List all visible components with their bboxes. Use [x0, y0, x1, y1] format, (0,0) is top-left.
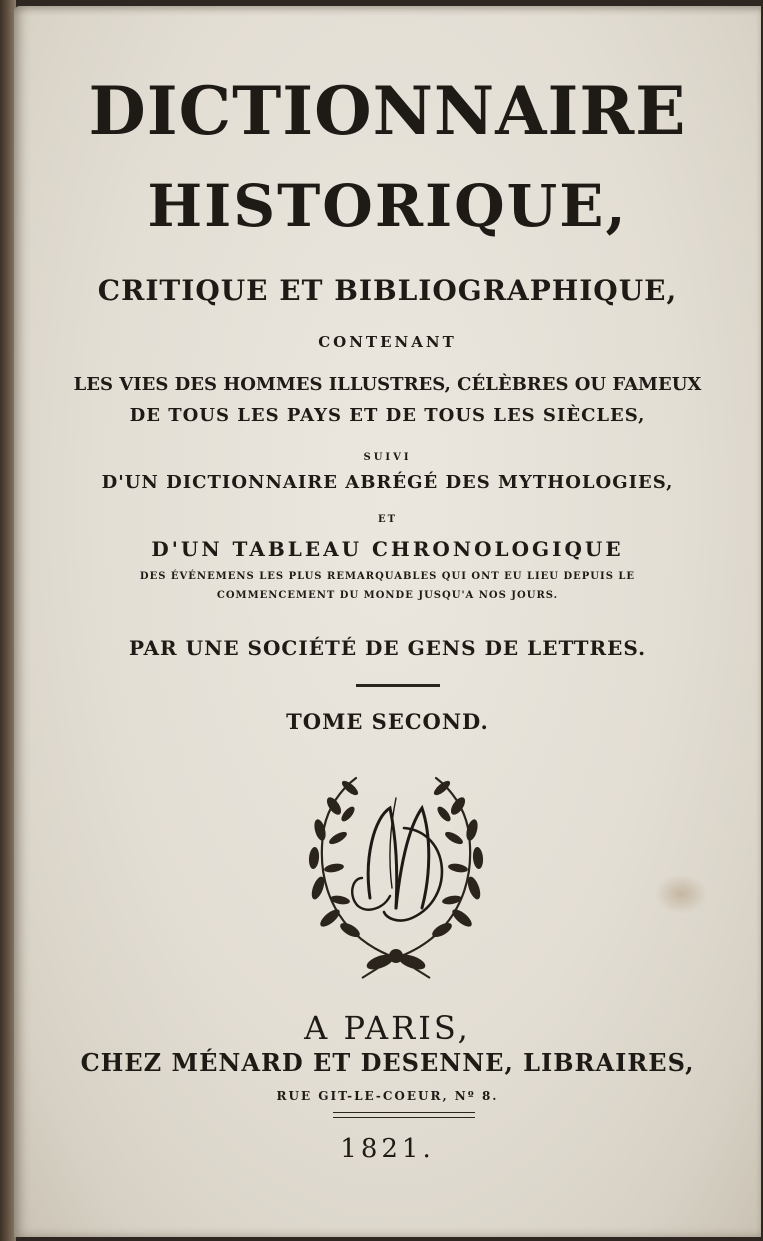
contents-line-2: DE TOUS LES PAYS ET DE TOUS LES SIÈCLES,: [129, 405, 646, 426]
monogram-wreath-icon: [300, 768, 492, 980]
subtitle: CRITIQUE ET BIBLIOGRAPHIQUE,: [97, 274, 678, 307]
volume-label: TOME SECOND.: [286, 709, 489, 734]
mythologies-line: D'UN DICTIONNAIRE ABRÉGÉ DES MYTHOLOGIES,: [101, 472, 674, 493]
publisher-line: CHEZ MÉNARD ET DESENNE, LIBRAIRES,: [80, 1048, 695, 1077]
authors-line: PAR UNE SOCIÉTÉ DE GENS DE LETTRES.: [128, 636, 647, 660]
separator-rule: [356, 684, 440, 687]
events-line-2: COMMENCEMENT DU MONDE JUSQU'A NOS JOURS.: [216, 590, 559, 601]
contents-line-1: LES VIES DES HOMMES ILLUSTRES, CÉLÈBRES OU FAMEUX: [73, 374, 702, 395]
suivi-label: SUIVI: [363, 452, 412, 463]
address-line: RUE GIT-LE-COEUR, Nº 8.: [276, 1089, 499, 1103]
double-rule: [333, 1112, 475, 1118]
contenant-label: CONTENANT: [318, 333, 457, 351]
et-label: ET: [377, 514, 398, 525]
paper-stain: [654, 874, 708, 914]
tableau-line: D'UN TABLEAU CHRONOLOGIQUE: [151, 537, 624, 561]
events-line-1: DES ÉVÉNEMENS LES PLUS REMARQUABLES QUI ONT EU LIEU DEPUIS LE: [139, 571, 636, 582]
title-line-2: HISTORIQUE,: [147, 172, 628, 240]
year-line: 1821.: [340, 1134, 435, 1164]
title-line-1: DICTIONNAIRE: [88, 72, 687, 150]
city-line: A PARIS,: [304, 1009, 471, 1047]
title-page: [14, 6, 761, 1237]
